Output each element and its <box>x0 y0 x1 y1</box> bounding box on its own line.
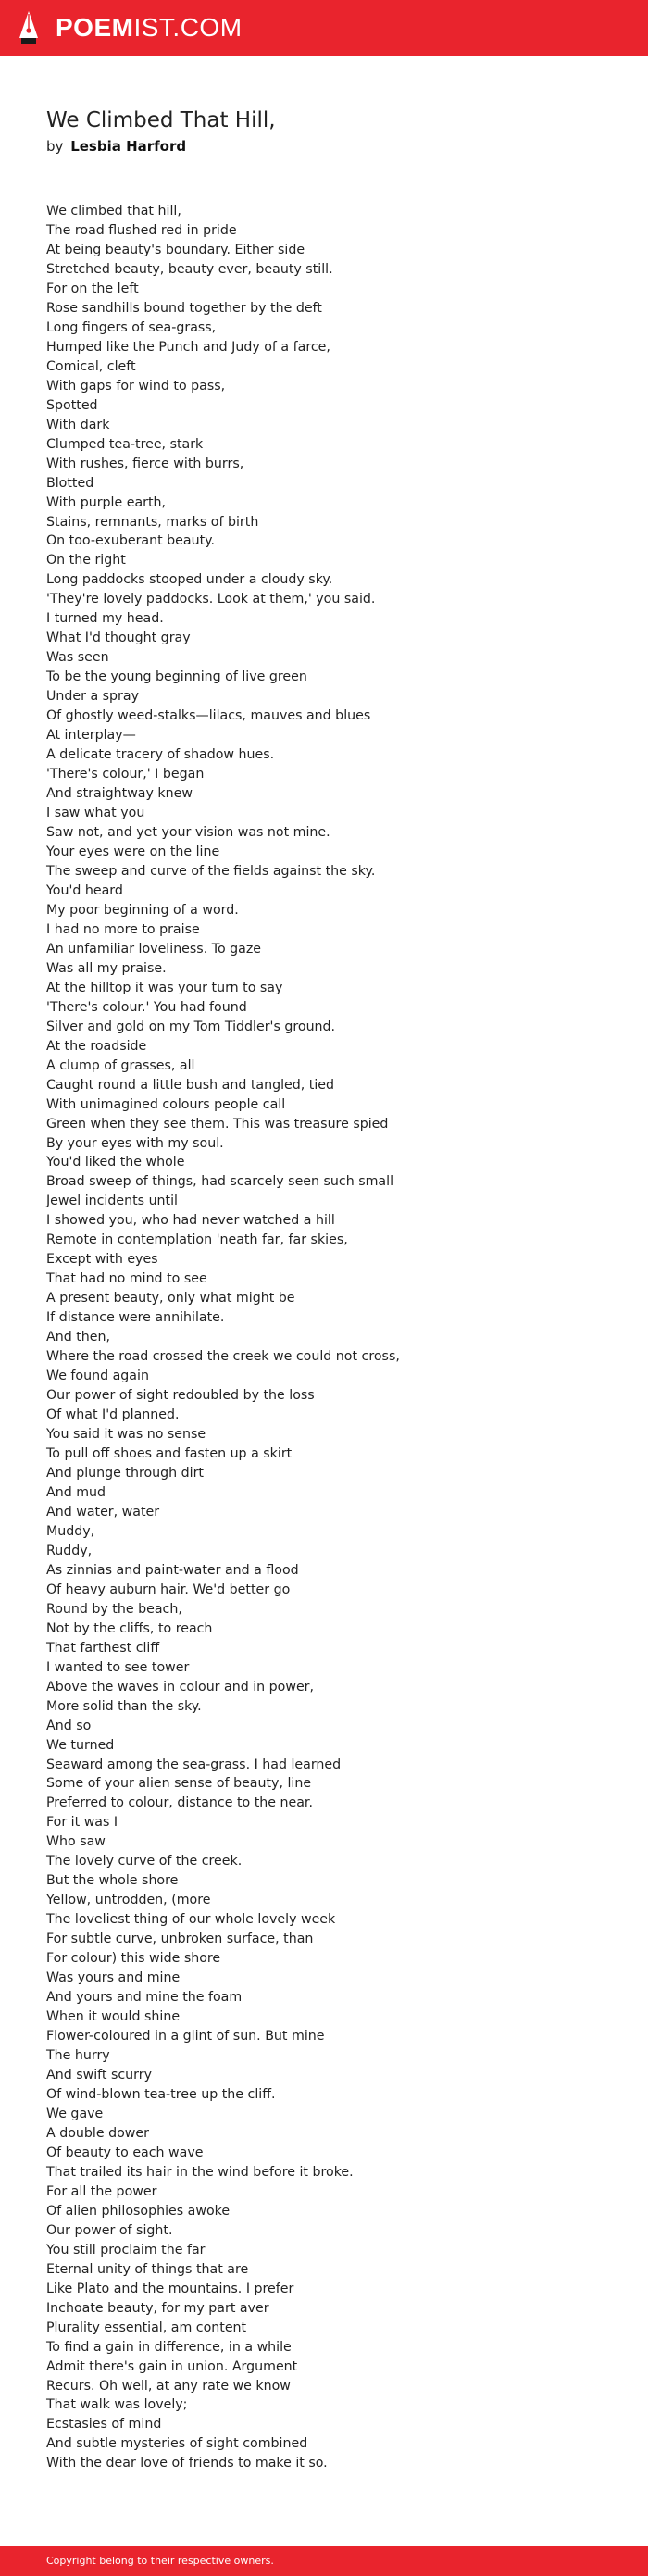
poem-line: And plunge through dirt <box>46 1465 204 1481</box>
poem-line: You'd liked the whole <box>46 1155 185 1170</box>
poem-line: Remote in contemplation 'neath far, far skies, <box>46 1232 348 1248</box>
poem-line: Ruddy, <box>46 1543 93 1558</box>
poem-line: On too-exuberant beauty. <box>46 533 216 549</box>
poem-line: Our power of sight redoubled by the loss <box>46 1388 315 1404</box>
pen-nib-icon[interactable] <box>17 10 41 45</box>
poem-line: With unimagined colours people call <box>46 1096 286 1112</box>
poem-line: And straightway knew <box>46 786 193 802</box>
poem-line: That had no mind to see <box>46 1271 207 1287</box>
poem-line: Plurality essential, am content <box>46 2320 247 2335</box>
poem-line: We gave <box>46 2106 104 2121</box>
poem-line: We climbed that hill, <box>46 204 181 219</box>
poem-line: I showed you, who had never watched a hill <box>46 1213 335 1229</box>
copyright-notice: Copyright belong to their respective owners. <box>46 2555 274 2567</box>
poem-line: Comical, cleft <box>46 358 136 374</box>
poem-line: Preferred to colour, distance to the near. <box>46 1795 313 1811</box>
logo-light-text: IST.COM <box>133 13 243 42</box>
poem-line: For it was I <box>46 1815 118 1831</box>
poem-line: Stretched beauty, beauty ever, beauty still. <box>46 261 333 277</box>
poem-line: For subtle curve, unbroken surface, than <box>46 1932 314 1947</box>
poem-title: We Climbed That Hill, <box>46 108 276 132</box>
poem-line: The loveliest thing of our whole lovely week <box>46 1912 336 1928</box>
poem-line: We found again <box>46 1369 149 1384</box>
poem-line: And yours and mine the foam <box>46 1990 243 2006</box>
poem-byline <box>46 137 186 156</box>
poem-line: Who saw <box>46 1834 106 1850</box>
poem-line: Muddy, <box>46 1523 95 1539</box>
poem-line: If distance were annihilate. <box>46 1310 225 1326</box>
poem-line: To pull off shoes and fasten up a skirt <box>46 1446 293 1461</box>
poem-line: With rushes, fierce with burrs, <box>46 456 244 471</box>
poem-line: For all the power <box>46 2183 157 2199</box>
poem-line: For colour) this wide shore <box>46 1951 221 1967</box>
poem-line: Where the road crossed the creek we could not cross, <box>46 1349 400 1365</box>
site-footer <box>0 2546 648 2576</box>
poem-line: Spotted <box>46 397 98 413</box>
poem-line: And then, <box>46 1330 110 1345</box>
poem-body <box>46 202 620 2473</box>
poem-line: But the whole shore <box>46 1873 179 1889</box>
poem-line: And mud <box>46 1484 106 1500</box>
poem-line: Of wind-blown tea-tree up the cliff. <box>46 2086 276 2102</box>
poem-line: Some of your alien sense of beauty, line <box>46 1776 312 1792</box>
poem-line: And so <box>46 1718 92 1733</box>
poem-line: Blotted <box>46 475 94 491</box>
poem-line: 'There's colour.' You had found <box>46 999 247 1015</box>
poem-line: At being beauty's boundary. Either side <box>46 242 305 257</box>
poem-line: A delicate tracery of shadow hues. <box>46 747 275 763</box>
poem-line: That trailed its hair in the wind before it broke. <box>46 2164 354 2180</box>
poem-line: Jewel incidents until <box>46 1194 178 1209</box>
poem-line: My poor beginning of a word. <box>46 902 239 918</box>
poem-line: An unfamiliar loveliness. To gaze <box>46 941 262 957</box>
poem-line: I saw what you <box>46 806 145 821</box>
poem-line: At interplay— <box>46 728 136 744</box>
poem-line: Stains, remnants, marks of birth <box>46 514 259 530</box>
poem-line: Round by the beach, <box>46 1601 182 1617</box>
poem-line: And swift scurry <box>46 2068 152 2082</box>
poem-line: A double dower <box>46 2125 149 2141</box>
poem-line: Eternal unity of things that are <box>46 2261 249 2277</box>
poem-line: With the dear love of friends to make it so. <box>46 2456 328 2471</box>
poem-line: At the hilltop it was your turn to say <box>46 980 283 995</box>
poem-line: And subtle mysteries of sight combined <box>46 2436 308 2452</box>
poem-line: You'd heard <box>46 882 123 898</box>
poem-line: To find a gain in difference, in a while <box>46 2339 292 2355</box>
poem-line: As zinnias and paint-water and a flood <box>46 1562 299 1578</box>
poem-line: Long paddocks stooped under a cloudy sky. <box>46 572 333 588</box>
poem-line: Saw not, and yet your vision was not mine. <box>46 825 330 840</box>
poem-line: Flower-coloured in a glint of sun. But mine <box>46 2029 325 2045</box>
poem-line: Of heavy auburn hair. We'd better go <box>46 1582 291 1597</box>
poem-line: And water, water <box>46 1504 160 1519</box>
poem-line: I wanted to see tower <box>46 1659 190 1675</box>
poem-line: Long fingers of sea-grass, <box>46 319 217 335</box>
poem-line: At the roadside <box>46 1038 147 1054</box>
poem-line: Except with eyes <box>46 1252 158 1268</box>
poem-line: The hurry <box>46 2048 110 2064</box>
site-header <box>0 0 648 56</box>
poem-line: For on the left <box>46 281 139 296</box>
poem-line: Clumped tea-tree, stark <box>46 436 204 452</box>
poem-line: That walk was lovely; <box>46 2397 188 2413</box>
poem-line: Silver and gold on my Tom Tiddler's ground. <box>46 1019 336 1034</box>
poem-line: Not by the cliffs, to reach <box>46 1620 213 1636</box>
poem-line: 'They're lovely paddocks. Look at them,' you said. <box>46 592 376 607</box>
poem-line: Of beauty to each wave <box>46 2145 204 2160</box>
poem-line: Admit there's gain in union. Argument <box>46 2358 298 2374</box>
poem-line: Humped like the Punch and Judy of a farce, <box>46 339 330 355</box>
poem-line: A present beauty, only what might be <box>46 1291 295 1307</box>
poem-line: Broad sweep of things, had scarcely seen such small <box>46 1174 394 1190</box>
poem-line: I turned my head. <box>46 611 164 627</box>
poem-line: Of alien philosophies awoke <box>46 2203 231 2219</box>
poem-line: The sweep and curve of the fields against the sky. <box>46 863 376 879</box>
poem-line: To be the young beginning of live green <box>46 669 307 685</box>
poem-line: On the right <box>46 553 126 569</box>
poem-line: Seaward among the sea-grass. I had learned <box>46 1757 342 1772</box>
poem-line: Your eyes were on the line <box>46 844 220 859</box>
poem-line: Ecstasies of mind <box>46 2417 162 2432</box>
poem-line: Caught round a little bush and tangled, tied <box>46 1077 335 1093</box>
poem-line: When it would shine <box>46 2009 181 2025</box>
logo-bold-text: POEM <box>56 13 134 42</box>
poem-line: I had no more to praise <box>46 921 200 937</box>
poem-line: Our power of sight. <box>46 2222 173 2238</box>
poem-line: More solid than the sky. <box>46 1698 202 1714</box>
poem-line: Rose sandhills bound together by the deft <box>46 300 322 316</box>
poem-line: Yellow, untrodden, (more <box>46 1893 211 1908</box>
poem-line: What I'd thought gray <box>46 631 191 646</box>
poem-line: Inchoate beauty, for my part aver <box>46 2300 269 2316</box>
poem-line: 'There's colour,' I began <box>46 767 205 782</box>
poem-line: Was all my praise. <box>46 960 167 976</box>
poem-line: With dark <box>46 417 110 432</box>
poem-line: That farthest cliff <box>46 1640 160 1656</box>
poem-line: You still proclaim the far <box>46 2242 206 2257</box>
site-logo[interactable] <box>56 13 243 43</box>
poem-line: With purple earth, <box>46 494 167 510</box>
by-label: by <box>46 138 64 155</box>
poem-line: The lovely curve of the creek. <box>46 1854 243 1869</box>
poem-line: Was seen <box>46 650 109 666</box>
author-name[interactable]: Lesbia Harford <box>70 138 187 155</box>
poem-line: By your eyes with my soul. <box>46 1135 224 1151</box>
poem-line: With gaps for wind to pass, <box>46 378 226 394</box>
poem-line: A clump of grasses, all <box>46 1057 195 1073</box>
poem-line: Above the waves in colour and in power, <box>46 1679 315 1694</box>
poem-line: We turned <box>46 1737 115 1753</box>
poem-line: The road flushed red in pride <box>46 222 237 238</box>
poem-line: You said it was no sense <box>46 1427 206 1443</box>
poem-line: Of ghostly weed-stalks—lilacs, mauves and blues <box>46 708 371 724</box>
poem-line: Like Plato and the mountains. I prefer <box>46 2281 294 2296</box>
poem-line: Of what I'd planned. <box>46 1407 180 1423</box>
poem-line: Was yours and mine <box>46 1970 181 1986</box>
poem-line: Under a spray <box>46 689 139 705</box>
poem-line: Green when they see them. This was treasure spied <box>46 1116 389 1132</box>
poem-line: Recurs. Oh well, at any rate we know <box>46 2378 291 2394</box>
